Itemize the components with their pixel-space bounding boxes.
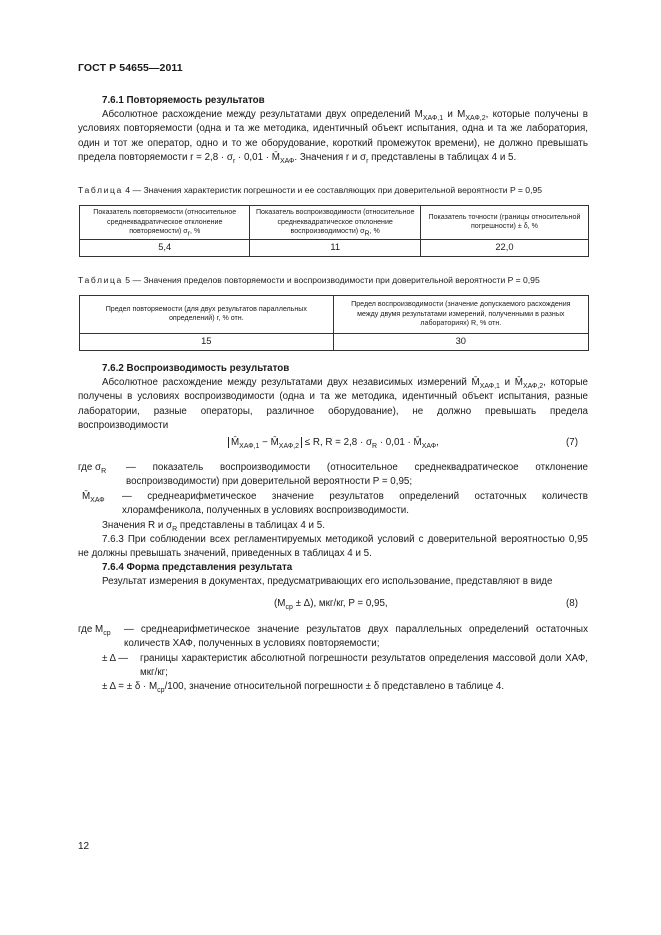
absolute-difference: $M̄_{ХАФ,1}$ − $M̄_{ХАФ,2}$ [228,437,302,448]
table-5-caption: Таблица 5 — Значения пределов повторяемости и воспроизводимости при доверительной вероятности P = 0,95 [78,275,540,285]
paragraph: Абсолютное расхождение между результатами двух определений $M_{ХАФ,1}$ и $M_{ХАФ,2}$, которые получены в условиях повторяемости (одна и та же методика, идентичный объект испытания, одна и та же лаборатория, один и тот же оператор, одно и то же оборудование, короткий промежуток времени), не должно превышать предела повторяемости $r = 2,8 \cdot \sigma_r \cdot 0,01$ · $M̄_{ХАФ}$. Значения r и $\sigma_r$ представлены в таблицах 4 и 5. [78,109,588,165]
page-number: 12 [78,841,90,852]
equation-8: $(M_{ср} \pm \Delta)$, мкг/кг, P = 0,95, [274,598,388,611]
table-row [80,296,589,334]
table-4 [79,205,589,257]
section-heading: 7.6.1 Повторяемость результатов [102,95,265,106]
table-cell: 30 [333,333,588,350]
document-header: ГОСТ Р 54655—2011 [78,62,183,74]
table-header-cell: Показатель повторяемости (относительное среднеквадратическое отклонение повторяемости) $\sigma_r$, % [80,206,250,240]
document-page: ГОСТ Р 54655—2011 7.6.1 Повторяемость результатов Абсолютное расхождение между результатами двух определений $M_{ХАФ,1}$ и $M_{ХАФ,2}$, которые получены в условиях повторяемости (одна и та же методика, идентичный объект испытания, одна и та же лаборатория, один и тот же оператор, одно и то же оборудование, короткий промежуток времени), не должно превышать предела повторяемости $r = 2,8 \cdot \sigma_r \cdot 0,01$ · $M̄_{ХАФ}$. Значения r и $\sigma_r$ представлены в таблицах 4 и 5. Таблица 4 — Значения характеристик погрешности и ее составляющих при доверительной вероятности P = 0,95 Показатель повторяемости (относительное среднеквадратическое отклонение повторяемости) $\sigma_r$, % Показатель воспроизводимости (относительное среднеквадратическое отклонение воспроизводимости) $\sigma_R$, % Показатель точности (границы относительной погрешности) ± δ, % 5,4 11 22,0 Таблица 5 — Значения пределов повторяемости и воспроизводимости при доверительной вероятности P = 0,95 Предел повторяемости (для двух результатов параллельных определений) r, % отн. Предел воспроизводимости (значение допускаемого расхождения между двумя результатами измерений, полученными в разных лабораториях) R, % отн. 15 30 7.6.2 Воспроизводимость результатов Абсолютное расхождение между результатами двух независимых измерений $M̄_{ХАФ,1}$ и $M̄_{ХАФ,2}$, которые получены в условиях воспроизводимости (одна и та же методика, идентичный объект испытания, разные лаборатории, разные операторы, различное оборудование), не должно превышать предела воспроизводимости $M̄_{ХАФ,1}$ − $M̄_{ХАФ,2} \le R$, $R = 2,8 \cdot \sigma_R \cdot 0,01$ · $M̄_{ХАФ}$, (7) где $\sigma_R$ — показатель воспроизводимости (относительное среднеквадратическое отклонение воспроизводимости) при доверительной вероятности P = 0,95; $M̄_{ХАФ}$ — среднеарифметическое значение результатов определений остаточных количеств хлорамфеникола, полученных в условиях воспроизводимости. Значения R и $\sigma_R$ представлены в таблицах 4 и 5. 7.6.3 При соблюдении всех регламентируемых методикой условий с доверительной вероятностью 0,95 не должны превышать значений, приведенных в таблицах 4 и 5. 7.6.4 Форма представления результата Результат измерения в документах, предусматривающих его использование, представляют в виде $(M_{ср} \pm \Delta)$, мкг/кг, P = 0,95, (8) где $M_{ср}$ — среднеарифметическое значение результатов двух параллельных определений остаточных количеств ХАФ, полученных в условиях повторяемости; ± Δ — границы характеристик абсолютной погрешности результатов определения массовой доли ХАФ, мкг/кг; ± Δ = ± $\delta \cdot M_{ср}/100$, значение относительной погрешности ± δ представлено в таблице 4. 12 [0,0,661,935]
section-7-6-1 [78,94,588,165]
table-row [80,239,589,256]
table-row [80,333,589,350]
table-header-cell: Показатель воспроизводимости (относительное среднеквадратическое отклонение воспроизводимости) $\sigma_R$, % [250,206,420,240]
table-cell: 22,0 [420,239,588,256]
table-cell: 5,4 [80,239,250,256]
section-7-6-2 [78,362,588,433]
legend-delta-formula: ± Δ = ± $\delta \cdot M_{ср}/100$, значение относительной погрешности ± δ представлено в таблице 4. [102,681,505,694]
section-7-6-4 [78,561,588,589]
table-cell: 11 [250,239,420,256]
table-4-caption: Таблица 4 — Значения характеристик погрешности и ее составляющих при доверительной вероятности P = 0,95 [78,185,543,195]
table-header-cell: Показатель точности (границы относительной погрешности) ± δ, % [420,206,588,240]
paragraph: Значения R и $\sigma_R$ представлены в таблицах 4 и 5. [102,520,325,533]
table-5 [79,295,589,351]
section-7-6-3: 7.6.3 При соблюдении всех регламентируемых методикой условий с доверительной вероятностью 0,95 не должны превышать значений, приведенных в таблицах 4 и 5. [78,534,588,560]
equation-7: $M̄_{ХАФ,1}$ − $M̄_{ХАФ,2} \le R$, $R = 2,8 \cdot \sigma_R \cdot 0,01$ · $M̄_{ХАФ}$, [228,436,439,450]
table-row [80,206,589,240]
section-heading: 7.6.2 Воспроизводимость результатов [102,363,290,374]
equation-number: (8) [566,598,578,609]
table-header-cell: Предел воспроизводимости (значение допускаемого расхождения между двумя результатами измерений, полученными в разных лабораториях) R, % отн. [333,296,588,334]
paragraph: Результат измерения в документах, предусматривающих его использование, представляют в виде [102,576,553,588]
section-heading: 7.6.4 Форма представления результата [102,562,293,573]
table-header-cell: Предел повторяемости (для двух результатов параллельных определений) r, % отн. [80,296,334,334]
table-cell: 15 [80,333,334,350]
equation-number: (7) [566,437,578,448]
paragraph: Абсолютное расхождение между результатами двух независимых измерений $M̄_{ХАФ,1}$ и $M̄_{ХАФ,2}$, которые получены в условиях воспроизводимости (одна и та же методика, идентичный объект испытания, разные лаборатории, разные операторы, различное оборудование), не должно превышать предела воспроизводимости [78,377,588,431]
